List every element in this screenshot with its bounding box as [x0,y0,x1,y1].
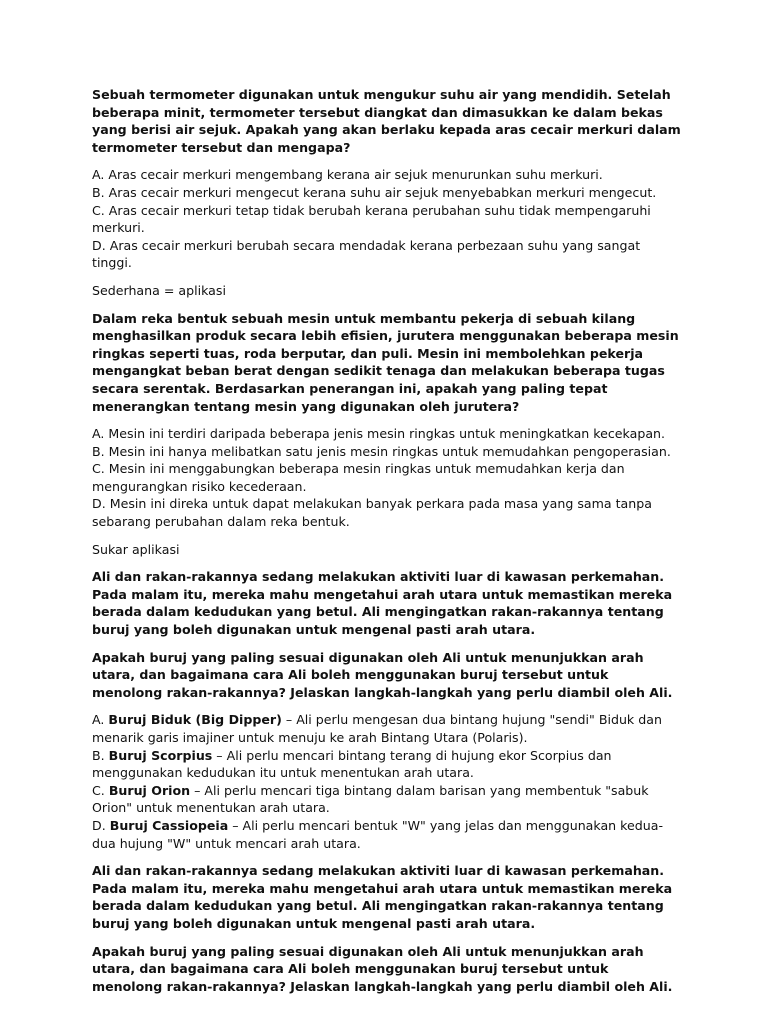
option-a [92,711,682,746]
question-1-text: Sebuah termometer digunakan untuk mengukur suhu air yang mendidih. Setelah beberapa minit, termometer tersebut diangkat dan dimasukkan ke dalam bekas yang berisi air sejuk. Apakah yang akan berlaku kepada aras cecair merkuri dalam termometer tersebut dan mengapa? [92,87,681,155]
option-d: D. Mesin ini direka untuk dapat melakukan banyak perkara pada masa yang sama tanpa sebarang perubahan dalam reka bentuk. [92,496,652,530]
constellation-name: Buruj Orion [108,782,191,798]
document-page [92,86,682,1005]
question-2-options [92,425,682,531]
option-b [92,747,682,782]
difficulty-label-1: Sederhana = aplikasi [92,282,226,298]
question-4-text: Apakah buruj yang paling sesuai digunakan oleh Ali untuk menunjukkan arah utara, dan bagaimana cara Ali boleh menggunakan buruj tersebut untuk menolong rakan-rakannya? Jelaskan langkah-langkah yang perlu diambil oleh Ali. [92,943,673,994]
option-explanation: – Ali perlu mencari tiga bintang dalam barisan yang membentuk "sabuk Orion" untuk menentukan arah utara. [92,782,649,816]
question-3-text: Apakah buruj yang paling sesuai digunakan oleh Ali untuk menunjukkan arah utara, dan bagaimana cara Ali boleh menggunakan buruj tersebut untuk menolong rakan-rakannya? Jelaskan langkah-langkah yang perlu diambil oleh Ali. [92,649,673,700]
constellation-name: Buruj Scorpius [108,747,213,763]
question-2-text: Dalam reka bentuk sebuah mesin untuk membantu pekerja di sebuah kilang menghasilkan produk secara lebih efisien, jurutera menggunakan beberapa mesin ringkas seperti tuas, roda berputar, dan puli. Mesin ini membolehkan pekerja mengangkat beban berat dengan sedikit tenaga dan melakukan beberapa tugas secara serentak. Berdasarkan penerangan ini, apakah yang paling tepat menerangkan tentang mesin yang digunakan oleh jurutera? [92,310,679,414]
constellation-name: Buruj Biduk (Big Dipper) [108,712,282,728]
option-a: A. Aras cecair merkuri mengembang kerana air sejuk menurunkan suhu merkuri. [92,167,603,183]
option-explanation: – Ali perlu mengesan dua bintang hujung "sendi" Biduk dan menarik garis imajiner untuk menuju ke arah Bintang Utara (Polaris). [92,712,662,745]
question-1-options [92,166,682,272]
option-b: B. Aras cecair merkuri mengecut kerana suhu air sejuk menyebabkan merkuri mengecut. [92,184,657,200]
option-b: B. Mesin ini hanya melibatkan satu jenis mesin ringkas untuk memudahkan pengoperasian. [92,443,671,459]
option-d: D. Aras cecair merkuri berubah secara mendadak kerana perbezaan suhu yang sangat tinggi. [92,237,641,271]
option-explanation: – Ali perlu mencari bentuk "W" yang jelas dan menggunakan kedua-dua hujung "W" untuk mencari arah utara. [92,817,664,851]
question-3-intro: Ali dan rakan-rakannya sedang melakukan aktiviti luar di kawasan perkemahan. Pada malam itu, mereka mahu mengetahui arah utara untuk memastikan mereka berada dalam kedudukan yang betul. Ali mengingatkan rakan-rakannya tentang buruj yang boleh digunakan untuk mengenal pasti arah utara. [92,569,673,638]
option-d [92,817,682,852]
option-prefix: D. [92,817,110,833]
difficulty-label-2: Sukar aplikasi [92,541,180,557]
option-prefix: C. [92,782,109,798]
option-prefix: A. [92,712,109,728]
option-c: C. Mesin ini menggabungkan beberapa mesin ringkas untuk memudahkan kerja dan mengurangkan risiko kecederaan. [92,461,625,494]
question-4-intro: Ali dan rakan-rakannya sedang melakukan aktiviti luar di kawasan perkemahan. Pada malam itu, mereka mahu mengetahui arah utara untuk memastikan mereka berada dalam kedudukan yang betul. Ali mengingatkan rakan-rakannya tentang buruj yang boleh digunakan untuk mengenal pasti arah utara. [92,863,673,931]
option-c: C. Aras cecair merkuri tetap tidak berubah kerana perubahan suhu tidak mempengaruhi merkuri. [92,202,651,236]
option-explanation: – Ali perlu mencari bintang terang di hujung ekor Scorpius dan menggunakan kedudukan itu untuk menentukan arah utara. [92,747,612,781]
option-prefix: B. [92,747,109,763]
option-c [92,782,682,817]
option-a: A. Mesin ini terdiri daripada beberapa jenis mesin ringkas untuk meningkatkan kecekapan. [92,426,666,442]
constellation-name: Buruj Cassiopeia [109,817,229,833]
question-3-options [92,711,682,852]
